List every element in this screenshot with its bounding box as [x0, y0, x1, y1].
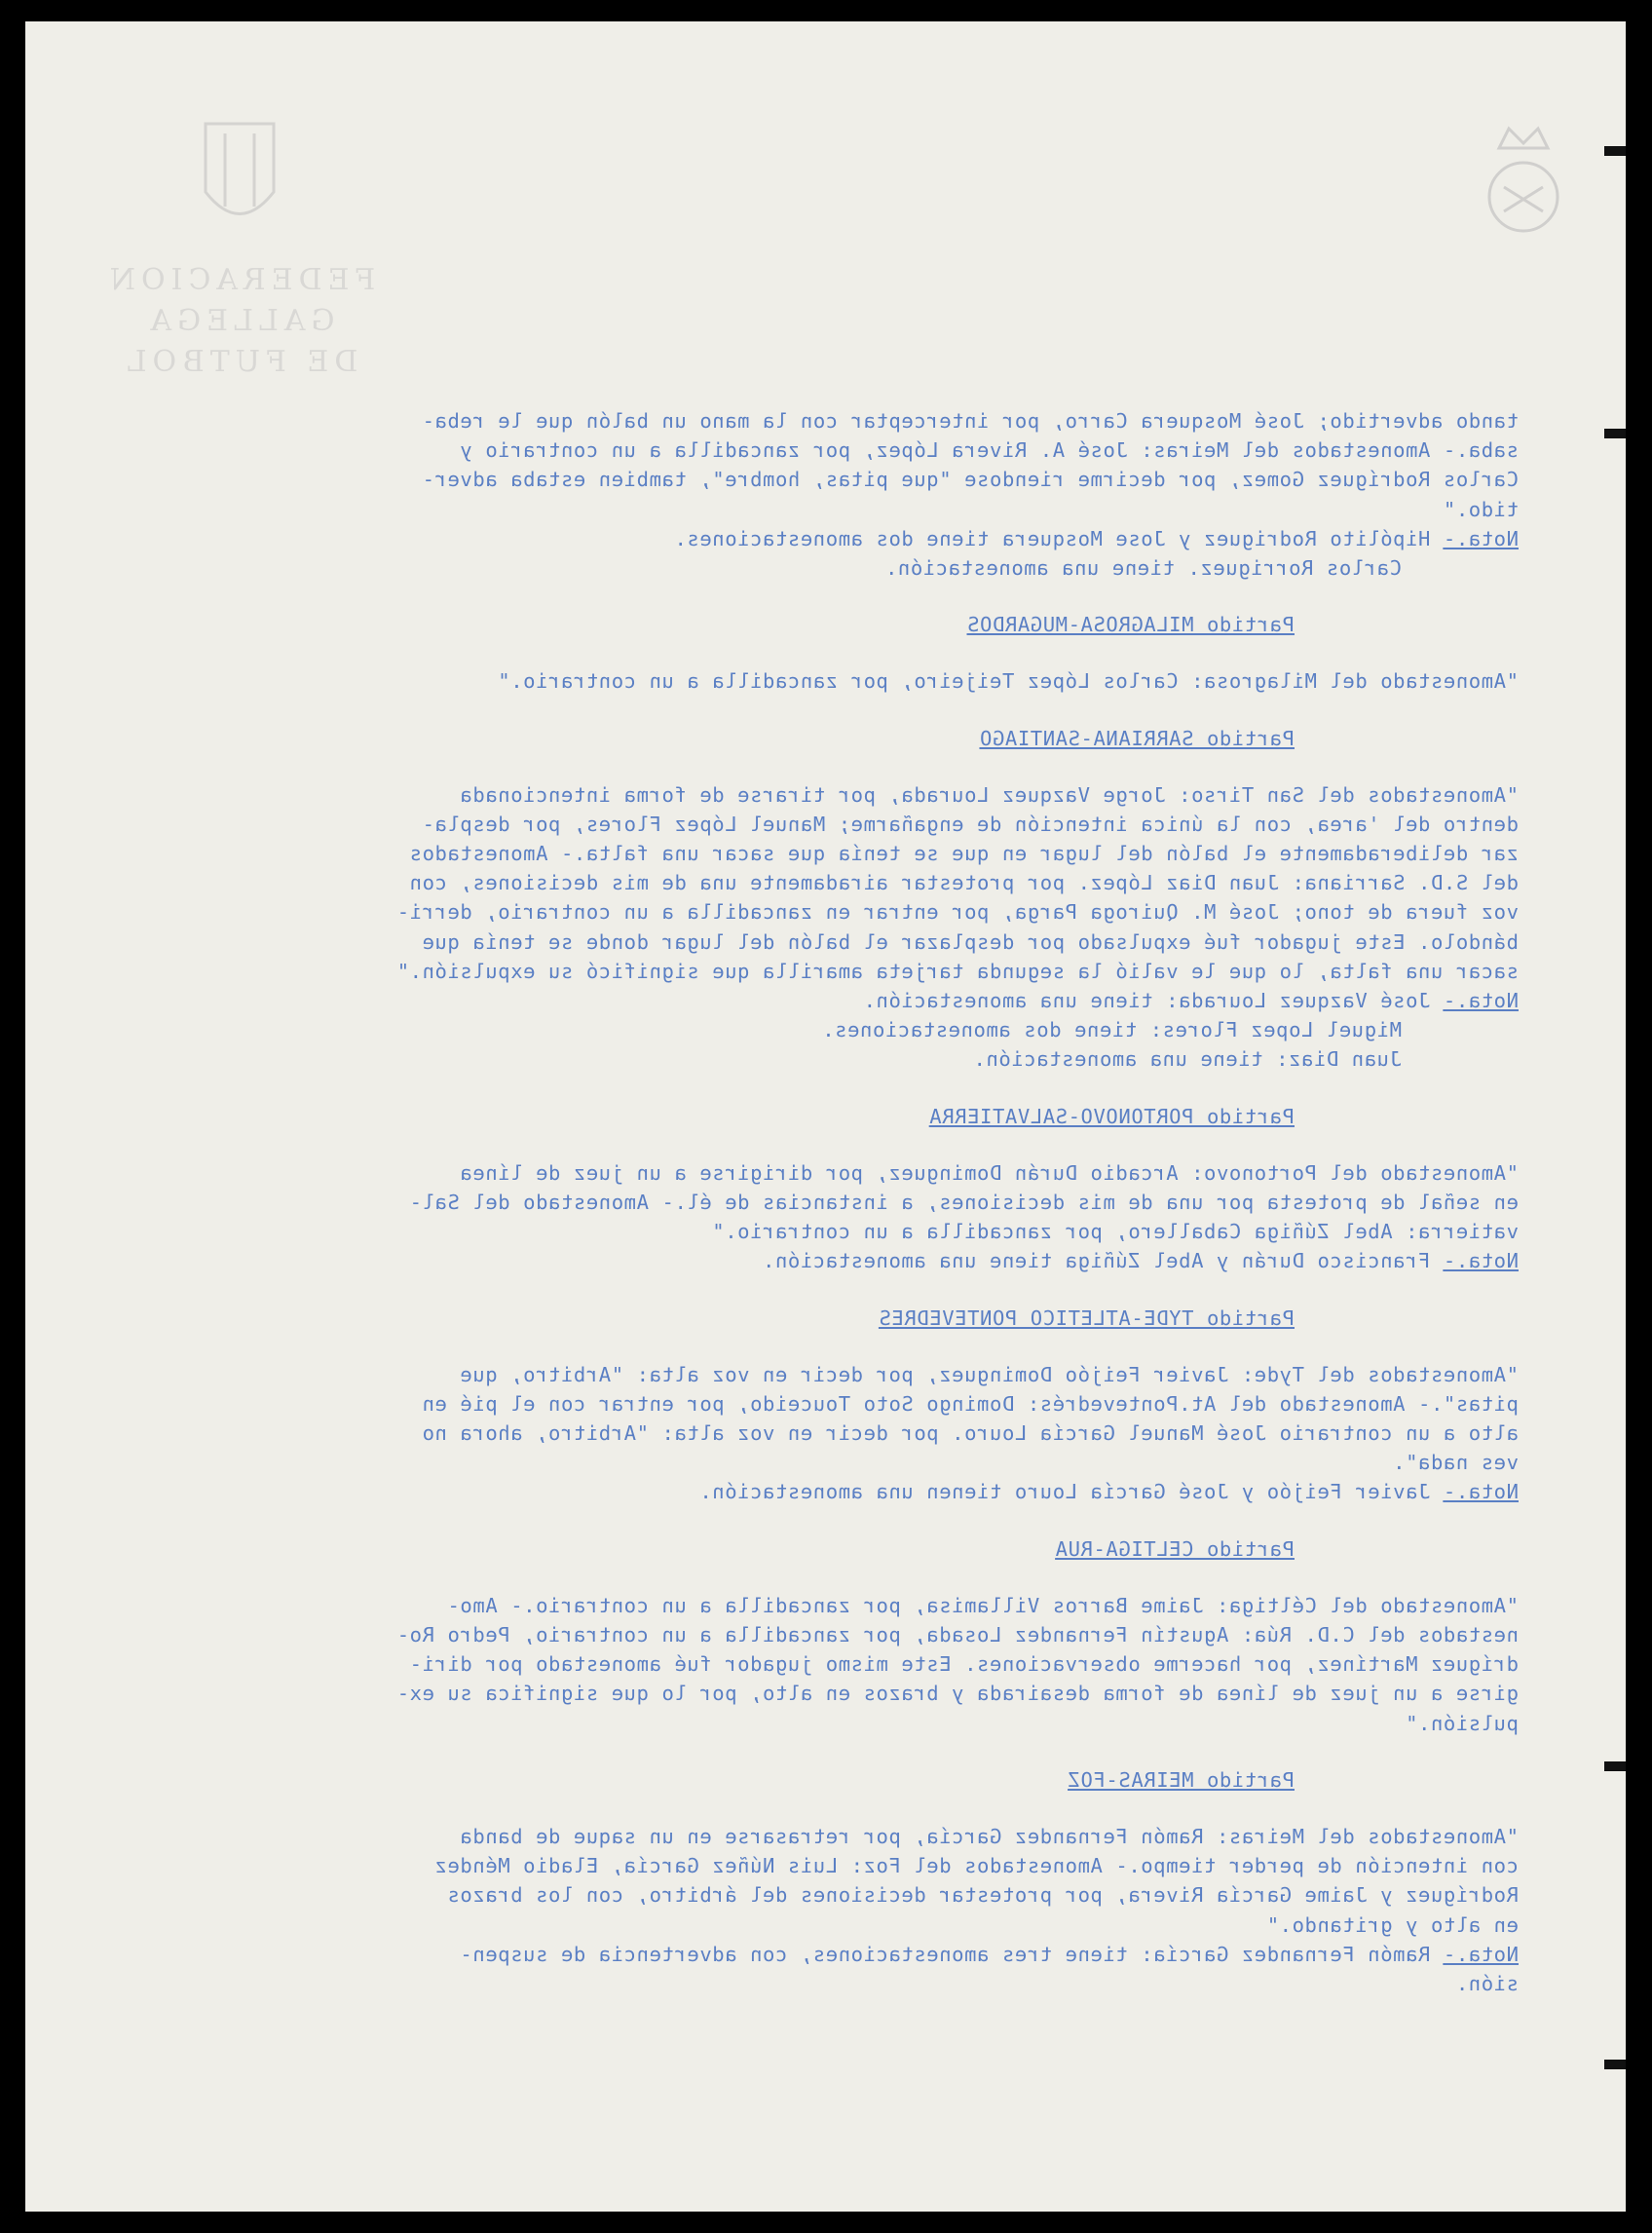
- match-heading: Partido TYDE-ATLETICO PONTEVEDRES: [878, 1306, 1295, 1330]
- text-line: sacar una falta, lo que le valió la segunda tarjeta amarilla que significó su expulsión.": [396, 959, 1519, 983]
- paragraph-gap: [145, 1276, 1519, 1304]
- text-line: saba.- Amonestados del Meiras: José A. Rivera López, por zancadilla a un contrario y: [459, 438, 1519, 463]
- match-heading: Partido CELTIGA-RUA: [1055, 1536, 1295, 1561]
- text-line: "Amonestados del Tyde: Javier Feijóo Dominguez, por decir en voz alta: "Arbitro, que: [459, 1362, 1519, 1386]
- text-line: zar deliberadamente el balón del lugar en que se tenía que sacar una falta.- Amonestados: [409, 842, 1519, 866]
- note-continuation: Juan Diaz: tiene una amonestación.: [972, 1047, 1402, 1072]
- text-line: vatierra: Abel Zúñiga Caballero, por zancadilla a un contrario.": [711, 1220, 1519, 1244]
- text-line: Carlos Rodríguez Gomez, por decirme riendose "que pitas, hombre", tambien estaba adver-: [422, 468, 1519, 492]
- text-line: bándolo. Este jugador fué expulsado por desplazar el balón del lugar donde se tenía que: [422, 929, 1519, 954]
- note-text: José Vazquez Lourada: tiene una amonestación.: [863, 989, 1444, 1012]
- paragraph-gap: [145, 753, 1519, 780]
- paragraph-gap: [145, 583, 1519, 610]
- organization-name: FEDERACION GALLEGA: [103, 263, 376, 338]
- mirrored-page-content: [25, 21, 1626, 2212]
- text-line: tido.": [1443, 497, 1519, 521]
- match-heading: Partido MILAGROSA-MUGARDOS: [966, 613, 1295, 637]
- match-heading: Partido PORTONOVO-SALVATIERRA: [928, 1104, 1295, 1128]
- match-heading: Partido MEIRAS-FOZ: [1068, 1767, 1295, 1792]
- text-line: girse a un juez de línea de forma desairada y brazos en alto, por lo que significa su ex-: [396, 1682, 1519, 1706]
- text-line: "Amonestado del Céltiga: Jaime Barros Villamisa, por zancadilla a un contrario.- Amo-: [446, 1593, 1519, 1617]
- note-label: Nota.-: [1443, 1249, 1519, 1273]
- text-line: pulsión.": [1405, 1711, 1519, 1735]
- text-line: con intención de perder tiempo.- Amonestados del Foz: Luis Núñez García, Eladio Méndez: [433, 1854, 1519, 1878]
- text-line: pitas".- Amonestado del At.Pontevedrés: Domingo Soto Touceido, por entrar con el pié en: [422, 1391, 1519, 1416]
- text-line: voz fuera de tono; José M. Quiroga Parga, por entrar en zancadilla a un contrario, derri-: [396, 900, 1519, 925]
- match-heading: Partido SARRIANA-SANTIAGO: [979, 726, 1295, 750]
- paragraph-gap: [145, 1564, 1519, 1591]
- note-label: Nota.-: [1443, 526, 1519, 550]
- text-line: dríguez Martínez, por hacerme observaciones. Este mismo jugador fué amonestado por diri-: [409, 1652, 1519, 1677]
- paragraph-gap: [145, 1131, 1519, 1158]
- text-line: tando advertido; José Mosquera Carro, por interceptar con la mano un balón que le reba-: [422, 409, 1519, 433]
- text-line: sión.: [1455, 1971, 1519, 1995]
- text-line: "Amonestado del Milagrosa: Carlos López Teijeiro, por zancadilla a un contrario.": [497, 669, 1519, 694]
- text-line: "Amonestados del Meiras: Ramón Fernandez García, por retrasarse en un saque de banda: [459, 1824, 1519, 1848]
- paragraph-gap: [145, 697, 1519, 724]
- text-line: "Amonestados del San Tirso: Jorge Vazquez Lourada, por tirarse de forma intencionada: [459, 782, 1519, 807]
- note-label: Nota.-: [1443, 989, 1519, 1012]
- paragraph-gap: [145, 1507, 1519, 1534]
- paragraph-gap: [145, 1738, 1519, 1765]
- note-continuation: Carlos Rorriguez. tiene una amonestación.: [884, 555, 1402, 580]
- text-line: en señal de protesta por una de mis decisiones, a instancias de él.- Amonestado del Sal-: [409, 1190, 1519, 1214]
- paragraph-gap: [145, 1333, 1519, 1360]
- text-line: "Amonestado del Portonovo: Arcadio Durán Dominguez, por dirigirse a un juez de línea: [459, 1160, 1519, 1185]
- note-text: Ramón Fernandez García: tiene tres amonestaciones, con advertencia de suspen-: [459, 1942, 1444, 1966]
- paragraph-gap: [145, 1075, 1519, 1102]
- note-line: [145, 1477, 1519, 1506]
- text-line: alto a un contrario José Manuel García Louro. por decir en voz alta: "Arbitro, ahora no: [422, 1421, 1519, 1446]
- note-line: [145, 524, 1519, 553]
- text-line: ves nada".: [1392, 1451, 1519, 1475]
- paragraph-gap: [145, 639, 1519, 666]
- note-label: Nota.-: [1443, 1480, 1519, 1504]
- document-page: [25, 21, 1626, 2212]
- note-line: [145, 986, 1519, 1015]
- text-line: del S.D. Sarriana: Juan Diaz López. por protestar airadamente una de mis decisiones, con: [409, 871, 1519, 895]
- organization-name-sub: DE FUTBOL: [121, 345, 358, 379]
- note-line: [145, 1940, 1519, 1969]
- text-line: en alto y gritando.": [1266, 1912, 1519, 1937]
- note-label: Nota.-: [1443, 1942, 1519, 1966]
- note-text: Javier Feijóo y José García Louro tienen una amonestación.: [698, 1480, 1444, 1504]
- crown-seal-icon: [1480, 119, 1567, 246]
- text-line: dentro del 'area, con la única intención de engañarme; Manuel López Flores, por despla-: [422, 812, 1519, 836]
- text-line: nestados del C.D. Rúa: Agustín Fernandez Losada, por zancadilla a un contrario, Pedro Ro-: [396, 1623, 1519, 1646]
- note-continuation: Miguel Lopez Flores: tiene dos amonestaciones.: [821, 1018, 1402, 1042]
- crest-icon: [196, 114, 283, 241]
- paragraph-gap: [145, 1795, 1519, 1822]
- note-text: Hipólito Rodriguez y Jose Mosquera tiene dos amonestaciones.: [673, 526, 1444, 550]
- note-line: [145, 1246, 1519, 1275]
- letterhead: [94, 114, 386, 379]
- report-body: [145, 406, 1519, 1998]
- note-text: Francisco Durán y Abel Zúñiga tiene una amonestación.: [762, 1249, 1444, 1273]
- text-line: Rodríguez y Jaime García Rivera, por protestar decisiones del árbitro, con los brazos: [446, 1883, 1519, 1908]
